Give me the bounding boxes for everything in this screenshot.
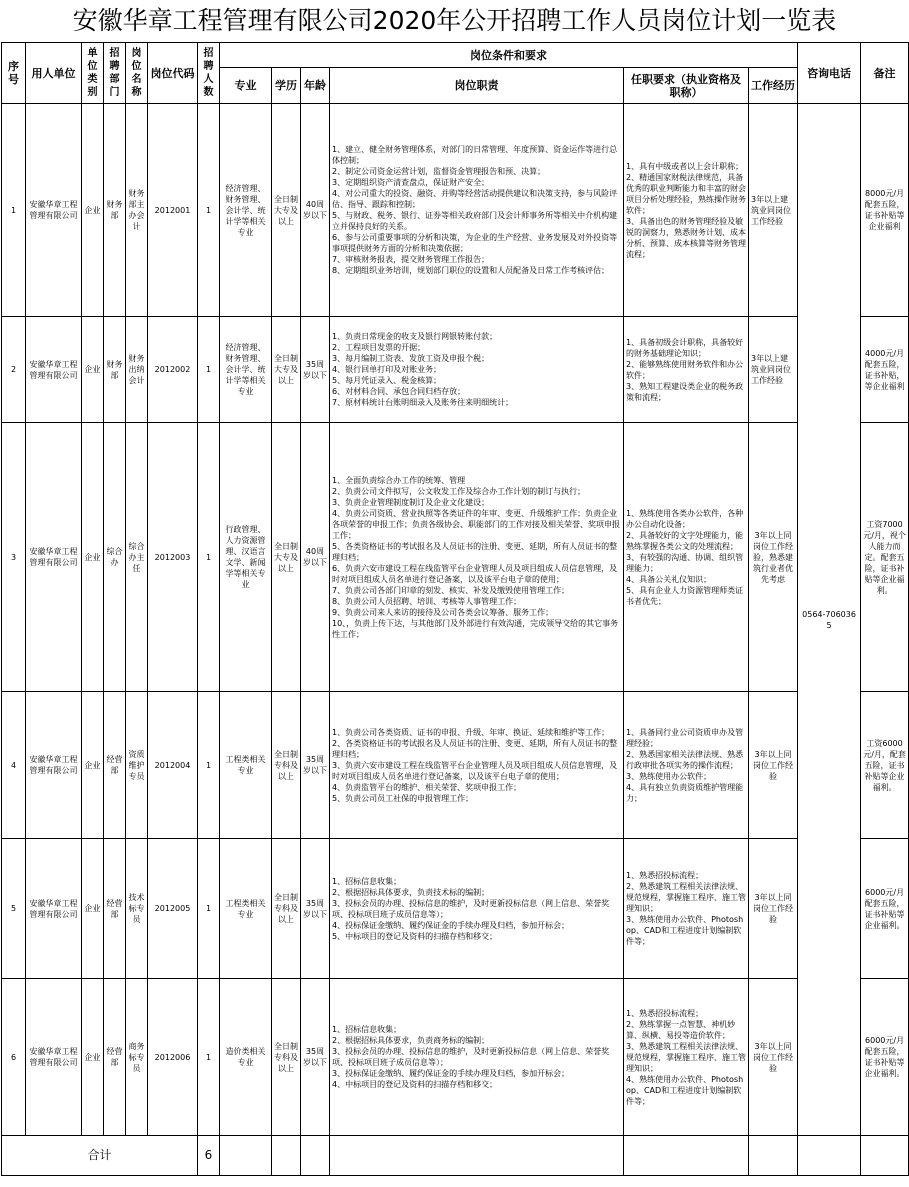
cell-count: 1 xyxy=(198,839,220,979)
cell-dept: 经营部 xyxy=(104,692,126,839)
header-unit-type: 单位类别 xyxy=(82,43,104,104)
cell-employer: 安徽华章工程管理有限公司 xyxy=(26,317,82,423)
total-empty-cell xyxy=(330,1136,624,1176)
cell-seq: 4 xyxy=(2,692,26,839)
cell-requirements: 1、具备同行业公司资质申办及管理经验； 2、熟悉国家相关法律法规、熟悉行政审批各项实务的操作流程； 3、熟练使用办公软件； 4、具有独立负责资质维护管理能力； xyxy=(624,692,749,839)
cell-experience: 3年以上同岗位工作经验 xyxy=(749,839,798,979)
cell-post-name: 财务出纳会计 xyxy=(126,317,148,423)
cell-major: 经济管理、财务管理、会计学、统计学等相关专业 xyxy=(220,317,272,423)
cell-major: 经济管理、财务管理、会计学、统计学等相关专业 xyxy=(220,104,272,317)
table-row xyxy=(2,423,909,692)
header-age: 年龄 xyxy=(301,68,330,104)
header-education: 学历 xyxy=(272,68,301,104)
cell-requirements: 1、熟练使用各类办公软件，各种办公自动化设备； 2、具备较好的文字处理能力，能熟练掌握各类公文的处理流程； 3、有较强的沟通、协调、组织管理能力； 4、具备公关礼仪知识； 5、具有企业人力资源管理师类证书者优先； xyxy=(624,423,749,692)
cell-duties: 1、负责公司各类资质、证书的申报、升级、年审、换证、延续和维护等工作； 2、各类资格证书的考试报名及人员证书的注册、变更、延期，所有人员证书的整理归档； 3、负责六安市建设工程在线监管平台企业管理人员及项目组成人员信息管理，及时对项目组成人员名单进行登记备案，以及该平台电子章的使用； 4、负责监管平台的维护、相关荣誉、奖项申报工作； 5、负责公司员工社保的申报管理工作； xyxy=(330,692,624,839)
table-row xyxy=(2,317,909,423)
cell-count: 1 xyxy=(198,979,220,1136)
cell-unit-type: 企业 xyxy=(82,317,104,423)
header-duties: 岗位职责 xyxy=(330,68,624,104)
cell-major: 行政管理、人力资源管理、汉语言文学、新闻学等相关专业 xyxy=(220,423,272,692)
header-experience: 工作经历 xyxy=(749,68,798,104)
cell-age: 35周岁以下 xyxy=(301,839,330,979)
cell-employer: 安徽华章工程管理有限公司 xyxy=(26,423,82,692)
cell-age: 40周岁以下 xyxy=(301,423,330,692)
total-empty-cell xyxy=(272,1136,301,1176)
total-empty-cell xyxy=(624,1136,749,1176)
cell-experience: 3年以上建筑业同岗位工作经验 xyxy=(749,104,798,317)
cell-duties: 1、全面负责综合办工作的统筹、管理 2、负责公司文件拟写，公文收发工作及综合办工作计划的制订与执行； 3、负责企业管理制度制订及企业文化建设； 4、负责公司资质、营业执照等各类证件的年审、变更、升级维护工作；负责企业各项荣誉的申报工作；负责各级协会、职能部门的工作对接及相关荣誉、奖项申报工作； 5、各类资格证书的考试报名及人员证书的注册、变更、延期，所有人员证书的整理归档； 6、负责六安市建设工程在线监管平台企业管理人员及项目组成人员信息管理，及时对项目组成人员名单进行登记备案，以及该平台电子章的使用； 7、负责公司各部门印章的刻发、核实、补发及缴毁使用管理工作； 8、负责公司人员招聘、培训、考核等人事管理工作； 9、负责公司来人来访的接待及公司各类会议筹备、服务工作； 10、，负责上传下达，与其他部门及外部进行有效沟通，完成领导交给的其它事务性工作； xyxy=(330,423,624,692)
cell-remark: 6000元/月 配套五险，证书补贴等企业福利。 xyxy=(861,979,909,1136)
cell-experience: 3年以上建筑业同岗位工作经验 xyxy=(749,317,798,423)
cell-age: 35周岁以下 xyxy=(301,979,330,1136)
header-major: 专业 xyxy=(220,68,272,104)
cell-education: 全日制大专及以上 xyxy=(272,317,301,423)
cell-post-name: 商务标专员 xyxy=(126,979,148,1136)
header-remark: 备注 xyxy=(861,43,909,104)
header-employer: 用人单位 xyxy=(26,43,82,104)
cell-major: 工程类相关专业 xyxy=(220,839,272,979)
cell-remark: 6000元/月 配套五险，证书补贴等企业福利。 xyxy=(861,839,909,979)
cell-post-code: 2012004 xyxy=(148,692,198,839)
header-post-name: 岗位名称 xyxy=(126,43,148,104)
header-dept: 招聘部门 xyxy=(104,43,126,104)
cell-dept: 经营部 xyxy=(104,839,126,979)
total-value: 6 xyxy=(198,1136,220,1176)
cell-phone: 0564-7060365 xyxy=(798,104,861,1136)
cell-post-code: 2012003 xyxy=(148,423,198,692)
cell-education: 全日制专科及以上 xyxy=(272,979,301,1136)
cell-seq: 5 xyxy=(2,839,26,979)
cell-age: 40周岁以下 xyxy=(301,104,330,317)
total-label: 合计 xyxy=(2,1136,198,1176)
cell-major: 造价类相关专业 xyxy=(220,979,272,1136)
cell-education: 全日制专科及以上 xyxy=(272,839,301,979)
cell-post-name: 技术标专员 xyxy=(126,839,148,979)
cell-remark: 工资6000元/月，配套五险，证书补贴等企业福利。 xyxy=(861,692,909,839)
cell-count: 1 xyxy=(198,317,220,423)
cell-dept: 综合办 xyxy=(104,423,126,692)
cell-duties: 1、负责日常现金的收支及银行网银转账付款； 2、工程项目发票的开据； 3、每月编制工资表、发放工资及申报个税； 4、银行回单打印及对账业务； 5、每月凭证录入、税金核算； 6、对材料合同、承包合同归档存放； 7、原材料统计台账明细录入及账务往来明细统计； xyxy=(330,317,624,423)
cell-post-code: 2012002 xyxy=(148,317,198,423)
header-count: 招聘人数 xyxy=(198,43,220,104)
cell-experience: 3年以上同岗位工作经验，熟悉建筑行业者优先考虑 xyxy=(749,423,798,692)
cell-education: 全日制大专及以上 xyxy=(272,423,301,692)
cell-age: 35周岁以下 xyxy=(301,692,330,839)
cell-education: 全日制大专及以上 xyxy=(272,104,301,317)
cell-count: 1 xyxy=(198,692,220,839)
cell-dept: 财务部 xyxy=(104,317,126,423)
total-empty-cell xyxy=(798,1136,861,1176)
cell-dept: 财务部 xyxy=(104,104,126,317)
cell-employer: 安徽华章工程管理有限公司 xyxy=(26,104,82,317)
header-post-code: 岗位代码 xyxy=(148,43,198,104)
table-row xyxy=(2,104,909,317)
cell-seq: 1 xyxy=(2,104,26,317)
cell-requirements: 1、熟悉招投标流程； 2、熟悉建筑工程相关法律法规、规范规程，掌握施工程序、施工管理知识； 3、熟练使用办公软件、Photoshop、CAD和工程进度计划编制软件等； xyxy=(624,839,749,979)
table-row xyxy=(2,839,909,979)
cell-post-name: 资质维护专员 xyxy=(126,692,148,839)
cell-experience: 3年以上同岗位工作经验 xyxy=(749,692,798,839)
cell-requirements: 1、熟悉招投标流程； 2、熟练掌握一点智慧、神机妙算、纵横、易投等造价软件； 3、熟悉建筑工程相关法律法规、规范规程，掌握施工程序、施工管理知识； 4、熟练使用办公软件、Photoshop、CAD和工程进度计划编制软件等； xyxy=(624,979,749,1136)
total-empty-cell xyxy=(301,1136,330,1176)
cell-unit-type: 企业 xyxy=(82,979,104,1136)
cell-unit-type: 企业 xyxy=(82,423,104,692)
cell-count: 1 xyxy=(198,423,220,692)
table-row xyxy=(2,692,909,839)
cell-requirements: 1、具备初级会计职称，具备较好的财务基础理论知识； 2、能够熟练使用财务软件和办公软件； 3、熟知工程建设类企业的税务政策和流程； xyxy=(624,317,749,423)
cell-remark: 8000元/月 配套五险，证书补贴等企业福利 xyxy=(861,104,909,317)
cell-post-code: 2012001 xyxy=(148,104,198,317)
cell-count: 1 xyxy=(198,104,220,317)
cell-duties: 1、招标信息收集； 2、根据招标具体要求，负责商务标的编制； 3、投标会员的办理、投标信息的维护，及时更新投标信息（网上信息、荣誉奖项、投标项目班子成员信息等）； 3、投标保证金缴纳、履约保证金的手续办理及归档，参加开标会； 4、中标项目的登记及资料的扫描存档和移交； xyxy=(330,979,624,1136)
cell-seq: 3 xyxy=(2,423,26,692)
cell-seq: 2 xyxy=(2,317,26,423)
cell-unit-type: 企业 xyxy=(82,839,104,979)
recruitment-table xyxy=(1,42,909,1176)
cell-duties: 1、建立、健全财务管理体系，对部门的日常管理、年度预算、资金运作等进行总体控制； 2、制定公司资金运营计划，监督资金管理报告和预、决算； 3、定期组织资产清查盘点，保证财产安全； 4、对公司重大的投资、融资、并购等经营活动提供建议和决策支持，参与风险评估、指导、跟踪和控制； 5、与财政、税务、银行、证券等相关政府部门及会计师事务所等相关中介机构建立并保持良好的关系。 6、参与公司重要事项的分析和决策，为企业的生产经营、业务发展及对外投资等事项提供财务方面的分析和决策依据； 7、审核财务报表，提交财务管理工作报告； 8、定期组织业务培训，规划部门职位的设置和人员配备及日常工作考核评估； xyxy=(330,104,624,317)
cell-requirements: 1、具有中级或者以上会计职称； 2、精通国家财税法律规范，具备优秀的职业判断能力和丰富的财会项目分析处理经验，熟练操作财务软件； 3、具备出色的财务管理经验及敏锐的洞察力，熟悉财务计划、成本分析、预算、成本核算等财务管理流程； xyxy=(624,104,749,317)
cell-age: 35周岁以下 xyxy=(301,317,330,423)
cell-employer: 安徽华章工程管理有限公司 xyxy=(26,979,82,1136)
cell-employer: 安徽华章工程管理有限公司 xyxy=(26,692,82,839)
cell-employer: 安徽华章工程管理有限公司 xyxy=(26,839,82,979)
total-empty-cell xyxy=(861,1136,909,1176)
cell-post-code: 2012006 xyxy=(148,979,198,1136)
header-conditions: 岗位条件和要求 xyxy=(220,43,798,68)
cell-major: 工程类相关专业 xyxy=(220,692,272,839)
header-seq: 序号 xyxy=(2,43,26,104)
cell-remark: 工资7000元/月，视个人能力而定。配套五险，证书补贴等企业福利。 xyxy=(861,423,909,692)
cell-post-name: 财务部主办会计 xyxy=(126,104,148,317)
header-requirements: 任职要求（执业资格及职称） xyxy=(624,68,749,104)
cell-experience: 3年以上同岗位工作经验 xyxy=(749,979,798,1136)
cell-duties: 1、招标信息收集； 2、根据招标具体要求，负责技术标的编制； 3、投标会员的办理、投标信息的维护，及时更新投标信息（网上信息、荣誉奖项、投标项目班子成员信息等）； 4、投标保证金缴纳、履约保证金的手续办理及归档，参加开标会； 5、中标项目的登记及资料的扫描存档和移交； xyxy=(330,839,624,979)
cell-remark: 4000元/月 配套五险，证书补贴，等企业福利 xyxy=(861,317,909,423)
total-row xyxy=(2,1136,909,1176)
cell-education: 全日制专科及以上 xyxy=(272,692,301,839)
cell-seq: 6 xyxy=(2,979,26,1136)
cell-post-code: 2012005 xyxy=(148,839,198,979)
total-empty-cell xyxy=(749,1136,798,1176)
total-empty-cell xyxy=(220,1136,272,1176)
cell-unit-type: 企业 xyxy=(82,692,104,839)
table-row xyxy=(2,979,909,1136)
cell-dept: 经营部 xyxy=(104,979,126,1136)
cell-unit-type: 企业 xyxy=(82,104,104,317)
cell-post-name: 综合办主任 xyxy=(126,423,148,692)
page-title: 安徽华章工程管理有限公司2020年公开招聘工作人员岗位计划一览表 xyxy=(72,6,837,35)
header-phone: 咨询电话 xyxy=(798,43,861,104)
